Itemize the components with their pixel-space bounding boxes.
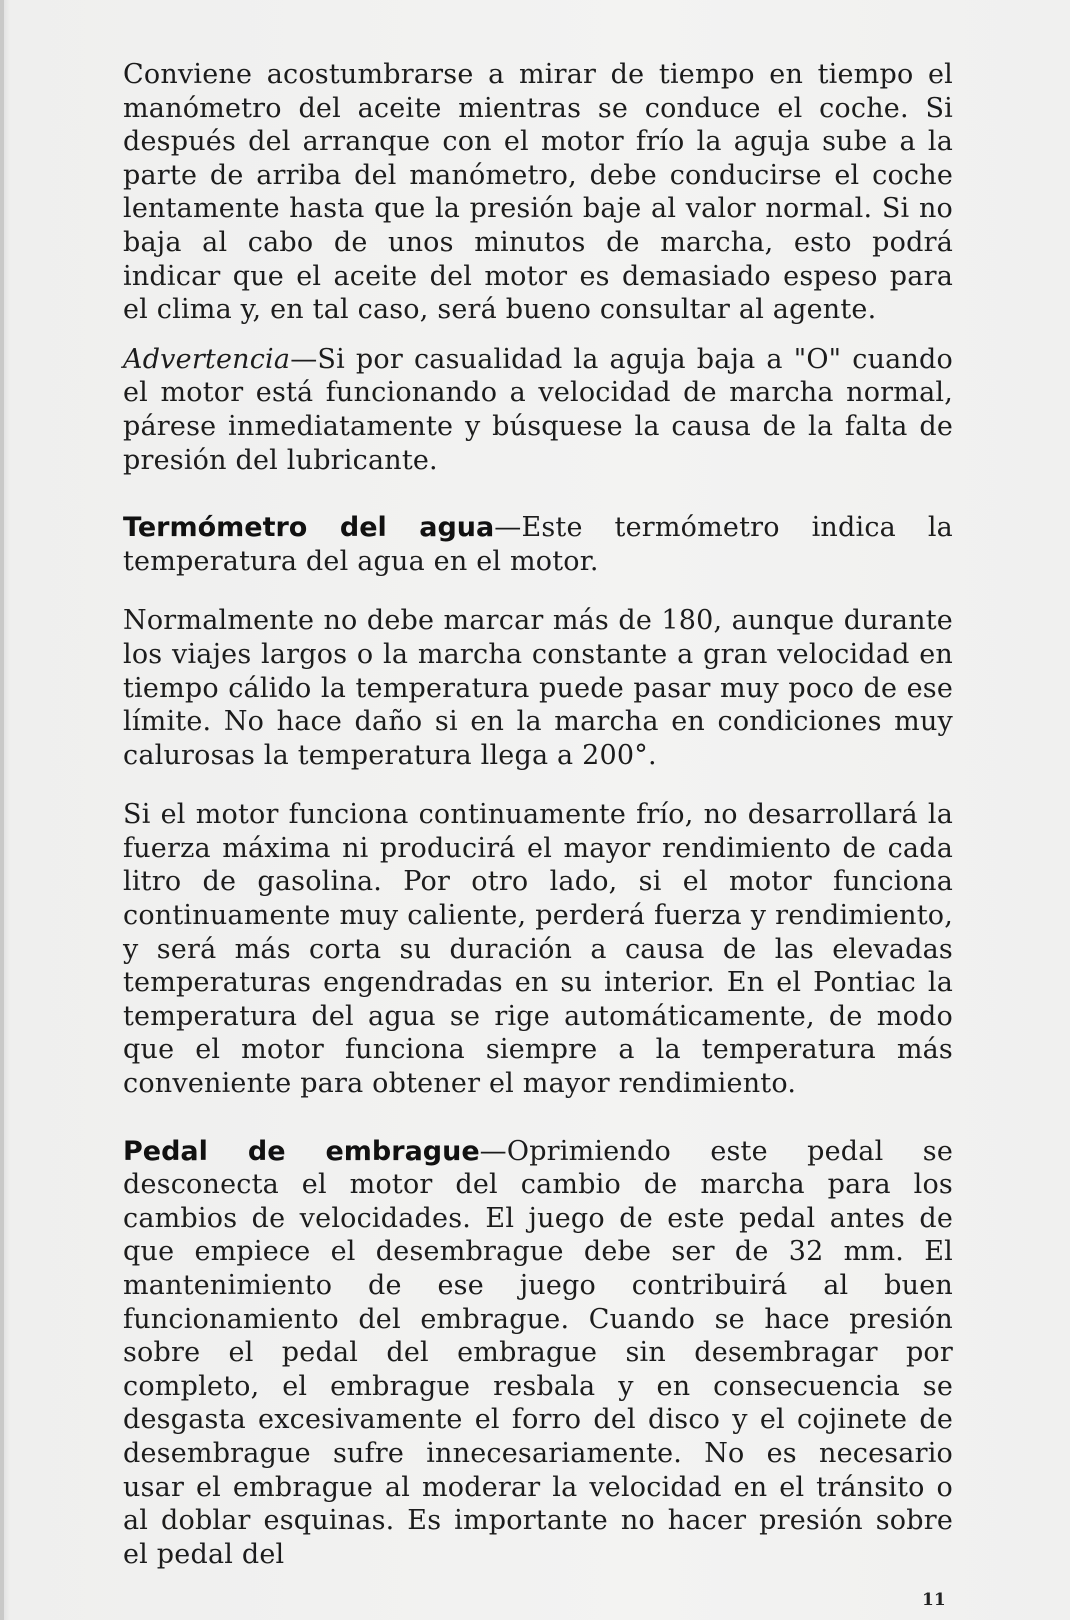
page-number: 11	[922, 1590, 946, 1610]
warning-text: —Si por casualidad la aguja baja a "O" cuando el motor está funcionando a velocidad de marcha normal, párese inmediatamente y búsquese la causa de la falta de presión del lubricante.	[123, 343, 953, 476]
page-edge	[0, 0, 4, 1620]
paragraph-water-thermometer	[123, 511, 953, 578]
paragraph-normal-temperature: Normalmente no debe marcar más de 180, aunque durante los viajes largos o la marcha constante a gran velocidad en tiempo cálido la temperatura puede pasar muy poco de ese límite. No hace daño si en la marcha en condiciones muy calurosas la temperatura llega a 200°.	[123, 605, 953, 771]
text-column	[123, 58, 953, 1571]
water-thermometer-text: —Este termómetro indica la temperatura del agua en el motor.	[123, 512, 953, 577]
paragraph-oil-gauge: Conviene acostumbrarse a mirar de tiempo en tiempo el manómetro del aceite mientras se conduce el coche. Si después del arranque con el motor frío la aguja sube a la parte de arriba del manómetro, debe conducirse el coche lentamente hasta que la presión baje al valor normal. Si no baja al cabo de unos minutos de marcha, esto podrá indicar que el aceite del motor es demasiado espeso para el clima y, en tal caso, será bueno consultar al agente.	[123, 59, 953, 326]
clutch-pedal-text: —Oprimiendo este pedal se desconecta el motor del cambio de marcha para los cambios de velocidades. El juego de este pedal antes de que empiece el desembrague debe ser de 32 mm. El mantenimiento de ese juego contribuirá al buen funcionamiento del embrague. Cuando se hace presión sobre el pedal del embrague sin desembragar por completo, el embrague resbala y en consecuencia se desgasta excesivamente el forro del disco y el cojinete de desembrague sufre innecesariamente. No es necesario usar el embrague al moderar la velocidad en el tránsito o al doblar esquinas. Es importante no hacer presión sobre el pedal del	[123, 1135, 953, 1570]
warning-label: Advertencia	[123, 343, 291, 375]
paragraph-engine-temperature: Si el motor funciona continuamente frío, no desarrollará la fuerza máxima ni producirá el mayor rendimiento de cada litro de gasolina. Por otro lado, si el motor funciona continuamente muy caliente, perderá fuerza y rendimiento, y será más corta su duración a causa de las elevadas temperaturas engendradas en su interior. En el Pontiac la temperatura del agua se rige automáticamente, de modo que el motor funciona siempre a la temperatura más conveniente para obtener el mayor rendimiento.	[123, 799, 953, 1100]
section-heading-clutch-pedal: Pedal de embrague	[123, 1135, 480, 1167]
paragraph-clutch-pedal	[123, 1135, 953, 1572]
section-heading-water-thermometer: Termómetro del agua	[123, 512, 495, 544]
paragraph-warning	[123, 343, 953, 477]
